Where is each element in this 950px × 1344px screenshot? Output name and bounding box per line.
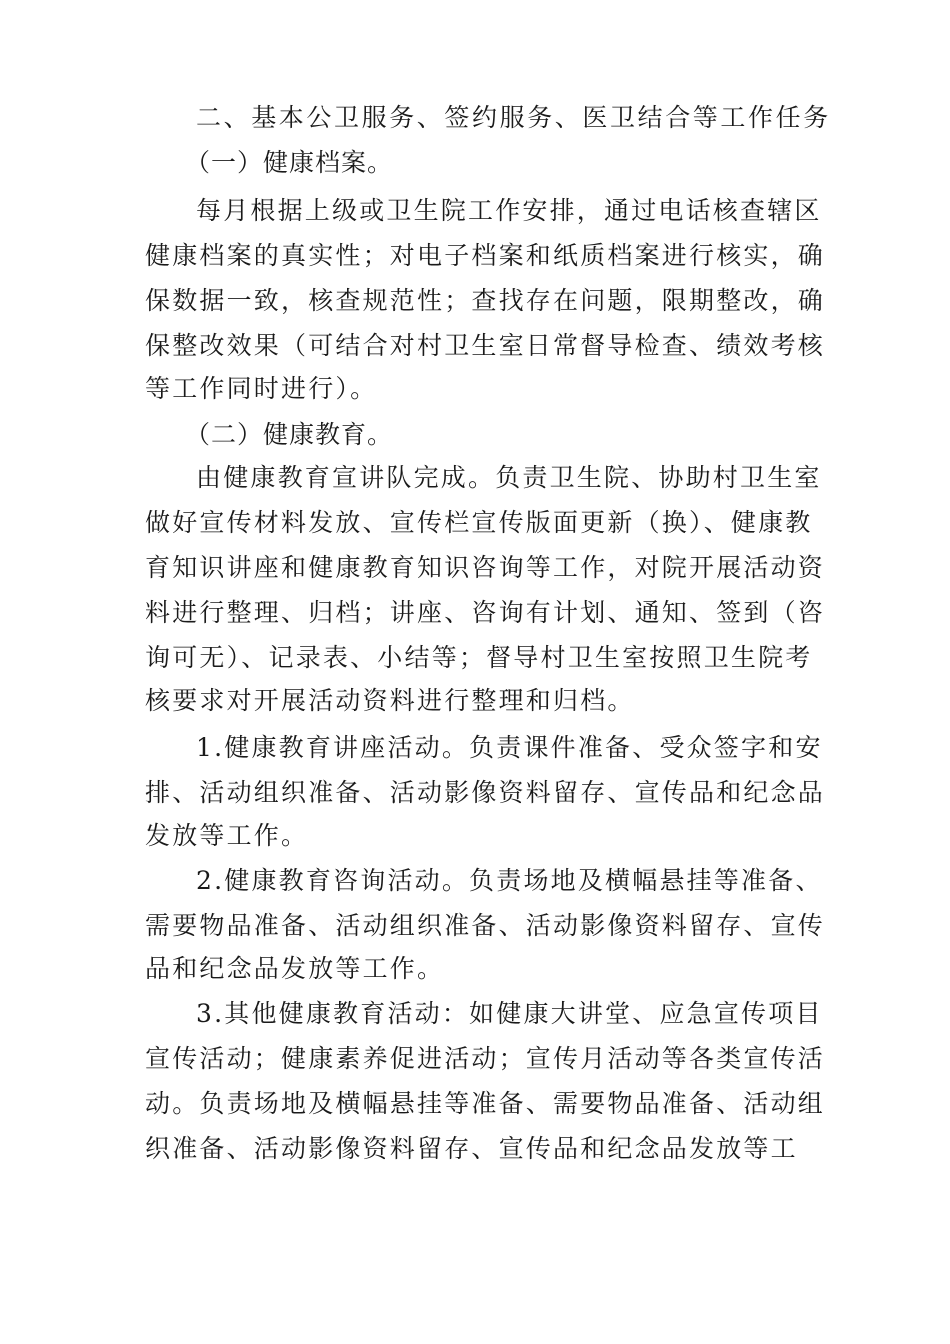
paragraph-line: 核要求对开展活动资料进行整理和归档。 [145,686,635,715]
section-title: 二、基本公卫服务、签约服务、医卫结合等工作任务 [196,103,831,132]
paragraph-line: 每月根据上级或卫生院工作安排，通过电话核查辖区 [196,196,822,225]
paragraph-line: 保数据一致，核查规范性；查找存在问题，限期整改，确 [145,286,826,315]
list-item-consultation: 2.健康教育咨询活动。负责场地及横幅悬挂等准备、 [196,866,823,895]
paragraph-line: 做好宣传材料发放、宣传栏宣传版面更新（换）、健康教 [145,508,813,537]
paragraph-line: 品和纪念品发放等工作。 [145,954,445,983]
subsection-heading-health-records: （一）健康档案。 [185,148,394,177]
paragraph-line: 织准备、活动影像资料留存、宣传品和纪念品发放等工 [145,1134,798,1163]
paragraph-line: 宣传活动；健康素养促进活动；宣传月活动等各类宣传活 [145,1044,826,1073]
paragraph-line: 动。负责场地及横幅悬挂等准备、需要物品准备、活动组 [145,1089,826,1118]
list-item-lecture: 1.健康教育讲座活动。负责课件准备、受众签字和安 [196,733,823,762]
paragraph-line: 排、活动组织准备、活动影像资料留存、宣传品和纪念品 [145,778,826,807]
paragraph-line: 询可无）、记录表、小结等；督导村卫生室按照卫生院考 [145,643,813,672]
paragraph-line: 料进行整理、归档；讲座、咨询有计划、通知、签到（咨 [145,598,826,627]
paragraph-line: 需要物品准备、活动组织准备、活动影像资料留存、宣传 [145,911,826,940]
paragraph-line: 发放等工作。 [145,821,309,850]
paragraph-line: 由健康教育宣讲队完成。负责卫生院、协助村卫生室 [196,463,822,492]
subsection-heading-health-education: （二）健康教育。 [185,420,394,449]
list-item-other-activities: 3.其他健康教育活动：如健康大讲堂、应急宣传项目 [196,999,823,1028]
paragraph-line: 等工作同时进行）。 [145,374,378,403]
paragraph-line: 保整改效果（可结合对村卫生室日常督导检查、绩效考核 [145,331,826,360]
paragraph-line: 育知识讲座和健康教育知识咨询等工作，对院开展活动资 [145,553,826,582]
paragraph-line: 健康档案的真实性；对电子档案和纸质档案进行核实，确 [145,241,826,270]
